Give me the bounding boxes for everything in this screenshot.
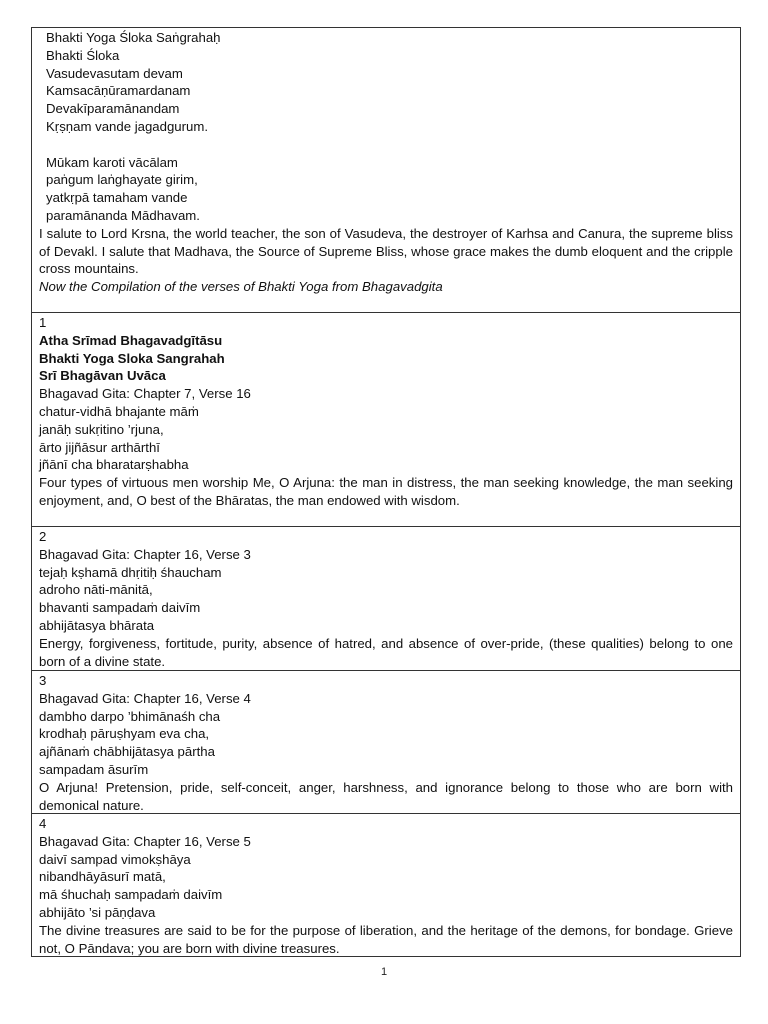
intro-verse-line: paramānanda Mādhavam. [46, 207, 200, 223]
verse-line: mā śhuchaḥ sampadaṁ daivīm [39, 887, 223, 903]
verse-reference: Bhagavad Gita: Chapter 16, Verse 5 [39, 833, 251, 849]
verse-line: nibandhāyāsurī matā, [39, 869, 166, 885]
verse-line: daivī sampad vimokṣhāya [39, 851, 191, 867]
verse-table [31, 27, 741, 957]
section-cell-4 [31, 814, 741, 957]
intro-translation: I salute to Lord Krsna, the world teacher, the son of Vasudeva, the destroyer of Karhsa and Canura, the supreme bliss of Devakl. I salute that Madhava, the Source of Supreme Bliss, whose grace makes the dumb eloquent and the cripple cross mountains. [39, 225, 733, 277]
intro-verse-line: Bhakti Śloka [46, 47, 120, 63]
section-number: 1 [39, 315, 47, 330]
section-cell-3 [31, 671, 741, 814]
intro-verse-line: Bhakti Yoga Śloka Saṅgrahaḥ [46, 30, 221, 45]
intro-verse-line: Mūkam karoti vācālam [46, 154, 178, 170]
verse-line: janāḥ sukṛitino ’rjuna, [39, 421, 164, 437]
section-number: 2 [39, 529, 47, 544]
verse-line: ārto jijñāsur arthārthī [39, 439, 160, 455]
verse-reference: Bhagavad Gita: Chapter 16, Verse 4 [39, 690, 251, 706]
intro-note: Now the Compilation of the verses of Bhakti Yoga from Bhagavadgita [39, 279, 443, 295]
section-heading: Bhakti Yoga Sloka Sangrahah [39, 350, 225, 366]
intro-verse-line: Vasudevasutam devam [46, 65, 183, 81]
verse-line: dambho darpo ’bhimānaśh cha [39, 708, 221, 724]
verse-line: adroho nāti-mānitā, [39, 582, 153, 598]
intro-verse-line: yatkṛpā tamaham vande [46, 190, 188, 206]
verse-line: bhavanti sampadaṁ daivīm [39, 600, 201, 616]
page-number: 1 [380, 966, 388, 978]
intro-verse-line: Devakīparamānandam [46, 101, 180, 117]
verse-line: jñānī cha bharatarṣhabha [39, 457, 189, 473]
intro-cell [31, 27, 741, 313]
section-number: 4 [39, 816, 47, 831]
verse-line: krodhaḥ pāruṣhyam eva cha, [39, 726, 210, 742]
verse-line: sampadam āsurīm [39, 761, 149, 777]
intro-verse-line: Kṛṣṇam vande jagadgurum. [46, 118, 209, 134]
section-heading: Srī Bhagāvan Uvāca [39, 368, 166, 384]
verse-line: chatur-vidhā bhajante māṁ [39, 403, 199, 419]
verse-translation: Energy, forgiveness, fortitude, purity, absence of hatred, and absence of over-pride, (these qualities) belong to one born of a divine state. [39, 635, 733, 669]
section-heading: Atha Srīmad Bhagavadgītāsu [39, 332, 223, 348]
verse-translation: O Arjuna! Pretension, pride, self-conceit, anger, harshness, and ignorance belong to those who are born with demonical nature. [39, 779, 733, 813]
verse-line: abhijāto ’si pāṇḍava [39, 904, 156, 920]
intro-verse-line: Kamsacāṇūramardanam [46, 83, 191, 99]
verse-translation: The divine treasures are said to be for the purpose of liberation, and the heritage of the demons, for bondage. Grieve not, O Pāndava; you are born with divine treasures. [39, 922, 733, 956]
section-cell-2 [31, 527, 741, 671]
spacer [39, 136, 733, 154]
verse-line: ajñānaṁ chābhijātasya pārtha [39, 744, 215, 760]
section-cell-1 [31, 313, 741, 527]
verse-line: abhijātasya bhārata [39, 617, 155, 633]
section-number: 3 [39, 673, 47, 688]
verse-reference: Bhagavad Gita: Chapter 16, Verse 3 [39, 546, 251, 562]
verse-translation: Four types of virtuous men worship Me, O Arjuna: the man in distress, the man seeking knowledge, the man seeking enjoyment, and, O best of the Bhāratas, the man endowed with wisdom. [39, 475, 733, 508]
verse-line: tejaḥ kṣhamā dhṛitiḥ śhaucham [39, 564, 222, 580]
verse-reference: Bhagavad Gita: Chapter 7, Verse 16 [39, 386, 251, 402]
intro-verse-line: paṅgum laṅghayate girim, [46, 172, 198, 188]
